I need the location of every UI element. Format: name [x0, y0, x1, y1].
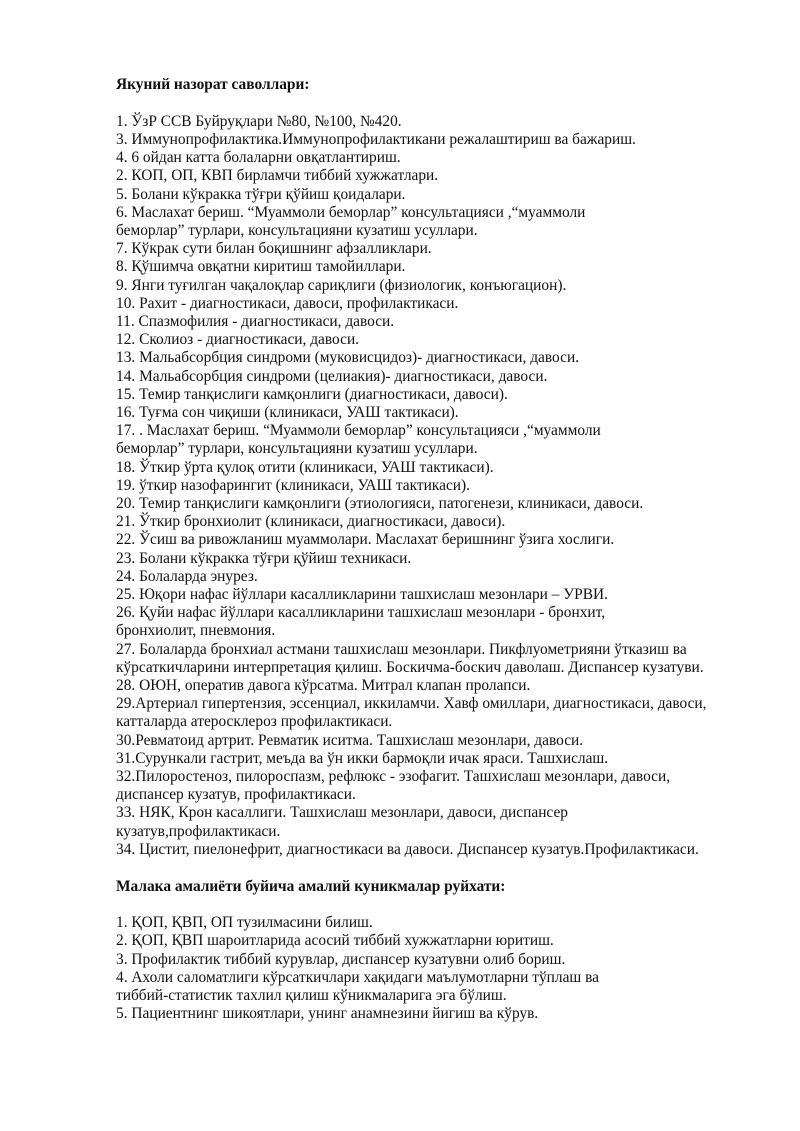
list-item: 27. Болаларда бронхиал астмани ташхислаш мезонлари. Пикфлуометрияни ўтказиш ва — [116, 640, 687, 658]
list-item: кузатув,профилактикаси. — [116, 822, 281, 840]
list-item: 25. Юқори нафас йўллари касалликларини ташхислаш мезонлари – УРВИ. — [116, 585, 608, 603]
list-item: 29.Артериал гипертензия, эссенциал, иккиламчи. Хавф омиллари, диагностикаси, давоси, — [116, 695, 707, 713]
list-item: 15. Темир танқислиги камқонлиги (диагностикаси, давоси). — [116, 385, 508, 403]
list-item: катталарда атеросклероз профилактикаси. — [116, 713, 393, 731]
list-item: 30.Ревматоид артрит. Ревматик иситма. Ташхислаш мезонлари, давоси. — [116, 731, 584, 749]
list-item: 7. Кўкрак сути билан боқишнинг афзалликлари. — [116, 240, 432, 258]
list-item: 23. Болани кўкракка тўғри қўйиш техникаси. — [116, 549, 412, 567]
list-item: тиббий-статистик тахлил қилиш кўникмаларига эга бўлиш. — [116, 987, 507, 1005]
list-item: диспансер кузатув, профилактикаси. — [116, 786, 356, 804]
list-item: 34. Цистит, пиелонефрит, диагностикаси ва давоси. Диспансер кузатув.Профилактикаси. — [116, 840, 699, 858]
list-item: беморлар” турлари, консультацияни кузатиш усуллари. — [116, 221, 478, 239]
list-item: 4. Ахоли саломатлиги кўрсаткичлари хақидаги маълумотларни тўплаш ва — [116, 968, 600, 986]
list-item: 1. ЎзР ССВ Буйруқлари №80, №100, №420. — [116, 112, 402, 130]
list-item: 6. Маслахат бериш. “Муаммоли беморлар” консультацияси ,“муаммоли — [116, 203, 586, 221]
list-item: 1. ҚОП, ҚВП, ОП тузилмасини билиш. — [116, 914, 373, 932]
list-item: 9. Янги туғилган чақалоқлар сариқлиги (физиологик, конъюгацион). — [116, 276, 567, 294]
list-item: 18. Ўткир ўрта қулоқ отити (клиникаси, УАШ тактикаси). — [116, 458, 494, 476]
list-item: 17. . Маслахат бериш. “Муаммоли беморлар” консультацияси ,“муаммоли — [116, 422, 601, 440]
list-item: кўрсаткичларини интерпретация қилиш. Боскичма-боскич даволаш. Диспансер кузатуви. — [116, 658, 704, 676]
list-item: 20. Темир танқислиги камқонлиги (этиологияси, патогенези, клиникаси, давоси. — [116, 494, 644, 512]
list-item: 2. ҚОП, ҚВП шароитларида асосий тиббий хужжатларни юритиш. — [116, 932, 554, 950]
list-item: 13. Мальабсорбция синдроми (муковисцидоз)- диагностикаси, давоси. — [116, 349, 580, 367]
section-title-final-control-questions: Якуний назорат саволлари: — [116, 76, 310, 93]
list-item: 26. Қуйи нафас йўллари касалликларини ташхислаш мезонлари - бронхит, — [116, 604, 606, 622]
list-item: 3. Иммунопрофилактика.Иммунопрофилактикани режалаштириш ва бажариш. — [116, 130, 636, 148]
list-item: 5. Болани кўкракка тўғри қўйиш қоидалари. — [116, 185, 406, 203]
final-control-questions-list — [116, 113, 756, 859]
list-item: 14. Мальабсорбция синдроми (целиакия)- диагностикаси, давоси. — [116, 367, 548, 385]
list-item: 32.Пилоростеноз, пилороспазм, рефлюкс - эзофагит. Ташхислаш мезонлари, давоси, — [116, 768, 671, 786]
list-item: 21. Ўткир бронхиолит (клиникаси, диагностикаси, давоси). — [116, 513, 506, 531]
list-item: 8. Қўшимча овқатни киритиш тамойиллари. — [116, 258, 406, 276]
list-item: 11. Спазмофилия - диагностикаси, давоси. — [116, 312, 395, 330]
section-title-practical-skills: Малака амалиёти буйича амалий куникмалар руйхати: — [116, 877, 506, 895]
list-item: 4. 6 ойдан катта болаларни овқатлантириш. — [116, 149, 401, 167]
document-page — [116, 76, 756, 1023]
list-item: 5. Пациентнинг шикоятлари, унинг анамнезини йигиш ва кўрув. — [116, 1005, 539, 1023]
list-item: 2. КОП, ОП, КВП бирламчи тиббий хужжатлари. — [116, 167, 439, 185]
list-item: 19. ўткир назофарингит (клиникаси, УАШ тактикаси). — [116, 476, 470, 494]
list-item: 24. Болаларда энурез. — [116, 567, 258, 585]
list-item: бронхиолит, пневмония. — [116, 622, 276, 640]
list-item: 33. НЯК, Крон касаллиги. Ташхислаш мезонлари, давоси, диспансер — [116, 804, 568, 822]
list-item: 3. Профилактик тиббий курувлар, диспансер кузатувни олиб бориш. — [116, 950, 566, 968]
list-item: 31.Сурункали гастрит, меъда ва ўн икки бармоқли ичак яраси. Ташхислаш. — [116, 749, 609, 767]
list-item: беморлар” турлари, консультацияни кузатиш усуллари. — [116, 440, 478, 458]
list-item: 12. Сколиоз - диагностикаси, давоси. — [116, 331, 360, 349]
list-item: 28. ОЮН, оператив давога кўрсатма. Митрал клапан пролапси. — [116, 677, 531, 694]
list-item: 16. Туғма сон чиқиши (клиникаси, УАШ тактикаси). — [116, 403, 459, 421]
list-item: 22. Ўсиш ва ривожланиш муаммолари. Маслахат беришнинг ўзига хослиги. — [116, 531, 615, 549]
practical-skills-list — [116, 914, 756, 1023]
list-item: 10. Рахит - диагностикаси, давоси, профилактикаси. — [116, 294, 459, 312]
